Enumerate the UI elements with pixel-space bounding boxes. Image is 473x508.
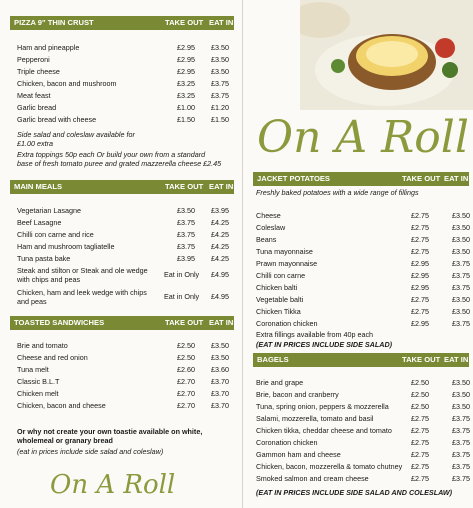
pizza-item-row: [17, 103, 234, 112]
pizza-item-row: [17, 43, 234, 52]
main_meals-item-name: Vegetarian Lasagne: [17, 206, 81, 215]
pizza-item-eatin-price: £3.50: [211, 67, 229, 76]
bagels-item-name: Gammon ham and cheese: [256, 450, 341, 459]
main-meals-header: [10, 180, 234, 194]
toasted-item-name: Classic B.L.T: [17, 377, 60, 386]
main-meals-multi-eatin: £4.95: [211, 292, 229, 301]
jacket-item-takeout-price: £2.75: [411, 247, 429, 256]
bagels-item-takeout-price: £2.50: [411, 378, 429, 387]
jacket-item-name: Chilli con carne: [256, 271, 306, 280]
main_meals-item-row: [17, 242, 234, 251]
bagels-item-name: Chicken, bacon, mozzerella & tomato chutney: [256, 462, 403, 471]
jacket-item-name: Coronation chicken: [256, 319, 318, 328]
pizza-item-row: [17, 67, 234, 76]
main_meals-item-name: Beef Lasagne: [17, 218, 62, 227]
jacket-item-name: Coleslaw: [256, 223, 286, 232]
bagels-item-takeout-price: £2.75: [411, 474, 429, 483]
toasted-item-name: Cheese and red onion: [17, 353, 88, 362]
jacket-item-takeout-price: £2.95: [411, 319, 429, 328]
jacket-item-eatin-price: £3.75: [452, 271, 470, 280]
pizza-item-takeout-price: £1.00: [177, 103, 195, 112]
main-meals-multi-line2: with chips and peas: [17, 275, 81, 284]
pizza-item-name: Triple cheese: [17, 67, 60, 76]
bagels-header: [253, 353, 469, 367]
jacket-item-takeout-price: £2.95: [411, 259, 429, 268]
toasted-item-takeout-price: £2.50: [177, 353, 195, 362]
jacket-item-row: [256, 247, 469, 256]
main-meals-col-eatin: EAT IN: [209, 182, 234, 191]
toasted-item-row: [17, 341, 234, 350]
bagels-col-eatin: EAT IN: [444, 355, 469, 364]
toasted-item-name: Chicken melt: [17, 389, 59, 398]
toasted-item-name: Brie and tomato: [17, 341, 68, 350]
toasted-item-row: [17, 365, 234, 374]
jacket-item-takeout-price: £2.95: [411, 283, 429, 292]
pizza-item-eatin-price: £3.75: [211, 79, 229, 88]
jacket-item-eatin-price: £3.50: [452, 295, 470, 304]
jacket-item-row: [256, 319, 469, 328]
main_meals-item-eatin-price: £4.25: [211, 230, 229, 239]
jacket-item-name: Vegetable balti: [256, 295, 304, 304]
logo-text-top: On A Roll: [257, 112, 469, 163]
pizza-item-name: Ham and pineapple: [17, 43, 80, 52]
pizza-item-eatin-price: £1.20: [211, 103, 229, 112]
bagels-item-eatin-price: £3.50: [452, 378, 470, 387]
bagels-item-name: Smoked salmon and cream cheese: [256, 474, 369, 483]
jacket-potato-photo-icon: [300, 0, 473, 110]
jacket-note-2: (EAT IN PRICES INCLUDE SIDE SALAD): [256, 340, 393, 349]
bagels-item-takeout-price: £2.75: [411, 414, 429, 423]
main_meals-item-eatin-price: £4.25: [211, 242, 229, 251]
main_meals-item-row: [17, 254, 234, 263]
jacket-header: [253, 172, 469, 186]
toasted-item-eatin-price: £3.70: [211, 401, 229, 410]
bagels-note-1: (EAT IN PRICES INCLUDE SIDE SALAD AND COLESLAW): [256, 488, 453, 497]
bagels-item-name: Coronation chicken: [256, 438, 318, 447]
jacket-item-row: [256, 235, 469, 244]
jacket-item-row: [256, 295, 469, 304]
jacket-item-takeout-price: £2.75: [411, 211, 429, 220]
main-meals-multi-item: [17, 266, 234, 284]
pizza-title: PIZZA 9" THIN CRUST: [14, 18, 94, 27]
toasted-item-name: Tuna melt: [17, 365, 49, 374]
pizza-item-name: Garlic bread: [17, 103, 57, 112]
jacket-title: JACKET POTATOES: [257, 174, 330, 183]
jacket-item-row: [256, 271, 469, 280]
pizza-item-row: [17, 79, 234, 88]
jacket-item-row: [256, 307, 469, 316]
jacket-note-1: Extra fillings available from 40p each: [256, 330, 374, 339]
toasted-item-name: Chicken, bacon and cheese: [17, 401, 106, 410]
bagels-item-name: Chicken tikka, cheddar cheese and tomato: [256, 426, 392, 435]
bagels-item-row: [256, 402, 469, 411]
pizza-col-eatin: EAT IN: [209, 18, 234, 27]
jacket-col-takeout: TAKE OUT: [402, 174, 441, 183]
jacket-item-eatin-price: £3.50: [452, 247, 470, 256]
main-meals-multi-eatin: £4.95: [211, 270, 229, 279]
main_meals-item-eatin-price: £4.25: [211, 254, 229, 263]
bagels-item-takeout-price: £2.50: [411, 402, 429, 411]
bagels-item-eatin-price: £3.75: [452, 414, 470, 423]
toasted-item-eatin-price: £3.70: [211, 389, 229, 398]
main_meals-item-row: [17, 230, 234, 239]
bagels-item-takeout-price: £2.75: [411, 426, 429, 435]
toasted-note-2: wholemeal or granary bread: [17, 436, 113, 445]
main-meals-col-takeout: TAKE OUT: [165, 182, 204, 191]
bagels-item-eatin-price: £3.75: [452, 426, 470, 435]
pizza-item-takeout-price: £3.25: [177, 91, 195, 100]
jacket-item-name: Chicken balti: [256, 283, 298, 292]
pizza-item-eatin-price: £3.50: [211, 55, 229, 64]
pizza-item-name: Meat feast: [17, 91, 51, 100]
jacket-item-eatin-price: £3.75: [452, 283, 470, 292]
bagels-item-row: [256, 378, 469, 387]
toasted-item-eatin-price: £3.50: [211, 353, 229, 362]
toasted-title: TOASTED SANDWICHES: [14, 318, 105, 327]
pizza-item-eatin-price: £3.50: [211, 43, 229, 52]
bagels-item-takeout-price: £2.75: [411, 450, 429, 459]
bagels-col-takeout: TAKE OUT: [402, 355, 441, 364]
pizza-note-1: Side salad and coleslaw available for: [17, 130, 135, 139]
pizza-item-row: [17, 55, 234, 64]
jacket-item-eatin-price: £3.75: [452, 259, 470, 268]
pizza-note-3: Extra toppings 50p each Or build your own from a standard: [17, 150, 206, 159]
pizza-note-2: £1.00 extra: [17, 139, 53, 148]
jacket-item-eatin-price: £3.75: [452, 319, 470, 328]
jacket-item-takeout-price: £2.95: [411, 271, 429, 280]
bagels-item-takeout-price: £2.75: [411, 462, 429, 471]
pizza-col-takeout: TAKE OUT: [165, 18, 204, 27]
bagels-title: BAGELS: [257, 355, 289, 364]
pizza-item-row: [17, 115, 234, 124]
main_meals-item-takeout-price: £3.75: [177, 230, 195, 239]
menu-right-panel: [243, 0, 473, 508]
bagels-item-row: [256, 474, 469, 483]
toasted-item-takeout-price: £2.50: [177, 341, 195, 350]
pizza-item-name: Pepperoni: [17, 55, 50, 64]
pizza-item-name: Garlic bread with cheese: [17, 115, 97, 124]
main_meals-item-row: [17, 218, 234, 227]
toasted-item-takeout-price: £2.70: [177, 377, 195, 386]
pizza-note-4: base of fresh tomato puree and grated mazzerella cheese £2.45: [17, 159, 222, 168]
bagels-item-name: Brie, bacon and cranberry: [256, 390, 339, 399]
jacket-item-row: [256, 223, 469, 232]
main_meals-item-name: Tuna pasta bake: [17, 254, 71, 263]
toasted-col-takeout: TAKE OUT: [165, 318, 204, 327]
toasted-item-row: [17, 389, 234, 398]
jacket-item-eatin-price: £3.50: [452, 235, 470, 244]
bagels-item-takeout-price: £2.50: [411, 390, 429, 399]
bagels-item-eatin-price: £3.75: [452, 474, 470, 483]
main-meals-multi-line1: Steak and stilton or Steak and ole wedge: [17, 266, 148, 275]
main_meals-item-name: Chilli con carne and rice: [17, 230, 94, 239]
jacket-item-name: Cheese: [256, 211, 281, 220]
jacket-item-row: [256, 283, 469, 292]
toasted-note-1: Or why not create your own toastie available on white,: [17, 427, 203, 436]
bagels-item-row: [256, 438, 469, 447]
jacket-item-row: [256, 211, 469, 220]
bagels-item-row: [256, 450, 469, 459]
toasted-item-takeout-price: £2.60: [177, 365, 195, 374]
bagels-item-eatin-price: £3.50: [452, 402, 470, 411]
toasted-item-eatin-price: £3.50: [211, 341, 229, 350]
toasted-item-takeout-price: £2.70: [177, 389, 195, 398]
pizza-item-takeout-price: £2.95: [177, 43, 195, 52]
pizza-item-eatin-price: £3.75: [211, 91, 229, 100]
bagels-item-row: [256, 390, 469, 399]
main_meals-item-eatin-price: £4.25: [211, 218, 229, 227]
pizza-item-eatin-price: £1.50: [211, 115, 229, 124]
bagels-item-row: [256, 426, 469, 435]
jacket-subtitle: Freshly baked potatoes with a wide range of fillings: [256, 188, 419, 197]
pizza-header: [10, 16, 234, 30]
main_meals-item-takeout-price: £3.75: [177, 218, 195, 227]
toasted-item-row: [17, 401, 234, 410]
pizza-item-name: Chicken, bacon and mushroom: [17, 79, 117, 88]
toasted-item-row: [17, 377, 234, 386]
bagels-item-name: Salami, mozzerella, tomato and basil: [256, 414, 374, 423]
bagels-item-name: Brie and grape: [256, 378, 304, 387]
jacket-item-name: Tuna mayonnaise: [256, 247, 313, 256]
jacket-potato-photo: [300, 0, 473, 110]
main-meals-title: MAIN MEALS: [14, 182, 63, 191]
jacket-item-eatin-price: £3.50: [452, 307, 470, 316]
toasted-item-eatin-price: £3.60: [211, 365, 229, 374]
toasted-header: [10, 316, 234, 330]
pizza-item-takeout-price: £2.95: [177, 67, 195, 76]
pizza-item-takeout-price: £1.50: [177, 115, 195, 124]
toasted-item-eatin-price: £3.70: [211, 377, 229, 386]
main_meals-item-name: Ham and mushroom tagliatelle: [17, 242, 115, 251]
bagels-item-row: [256, 414, 469, 423]
jacket-col-eatin: EAT IN: [444, 174, 469, 183]
main_meals-item-eatin-price: £3.95: [211, 206, 229, 215]
jacket-item-eatin-price: £3.50: [452, 223, 470, 232]
main-meals-multi-takeout: Eat in Only: [164, 292, 200, 301]
main_meals-item-takeout-price: £3.75: [177, 242, 195, 251]
jacket-item-row: [256, 259, 469, 268]
main_meals-item-row: [17, 206, 234, 215]
jacket-item-takeout-price: £2.75: [411, 295, 429, 304]
pizza-item-takeout-price: £2.95: [177, 55, 195, 64]
jacket-item-takeout-price: £2.75: [411, 223, 429, 232]
jacket-item-takeout-price: £2.75: [411, 307, 429, 316]
jacket-item-name: Beans: [256, 235, 277, 244]
bagels-item-takeout-price: £2.75: [411, 438, 429, 447]
pizza-item-takeout-price: £3.25: [177, 79, 195, 88]
jacket-item-eatin-price: £3.50: [452, 211, 470, 220]
toasted-item-takeout-price: £2.70: [177, 401, 195, 410]
toasted-col-eatin: EAT IN: [209, 318, 234, 327]
main-meals-multi-takeout: Eat in Only: [164, 270, 200, 279]
logo-text-bottom: On A Roll: [50, 470, 176, 500]
jacket-item-takeout-price: £2.75: [411, 235, 429, 244]
main_meals-item-takeout-price: £3.95: [177, 254, 195, 263]
main-meals-multi-line1: Chicken, ham and leek wedge with chips: [17, 288, 147, 297]
jacket-item-name: Chicken Tikka: [256, 307, 301, 316]
bagels-item-eatin-price: £3.75: [452, 462, 470, 471]
bagels-item-eatin-price: £3.75: [452, 450, 470, 459]
jacket-item-name: Prawn mayonnaise: [256, 259, 318, 268]
bagels-item-row: [256, 462, 469, 471]
toasted-note-3: (eat in prices include side salad and coleslaw): [17, 447, 164, 456]
pizza-item-row: [17, 91, 234, 100]
main-meals-multi-item: [17, 288, 234, 306]
main_meals-item-takeout-price: £3.50: [177, 206, 195, 215]
bagels-item-eatin-price: £3.50: [452, 390, 470, 399]
toasted-item-row: [17, 353, 234, 362]
bagels-item-name: Tuna, spring onion, peppers & mozzerella: [256, 402, 389, 411]
main-meals-multi-line2: and peas: [17, 297, 47, 306]
bagels-item-eatin-price: £3.75: [452, 438, 470, 447]
